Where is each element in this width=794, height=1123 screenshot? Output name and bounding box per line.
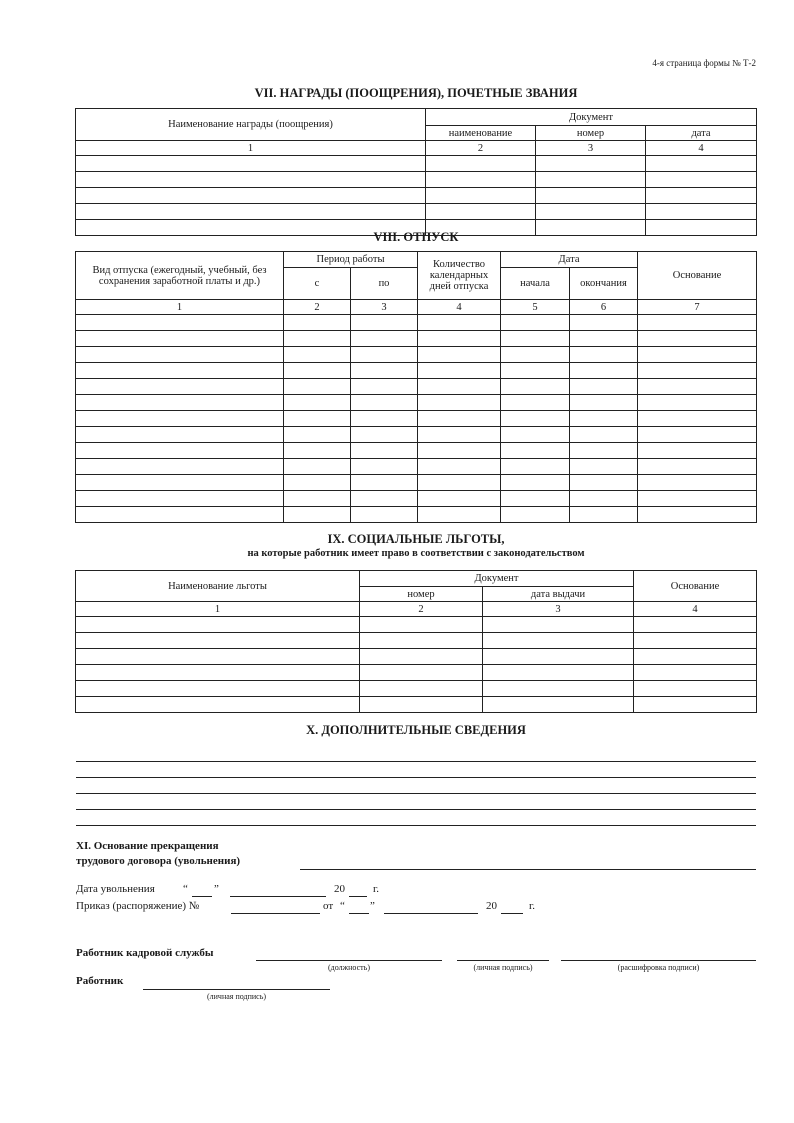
column-number: 5 bbox=[501, 300, 570, 315]
table-cell[interactable] bbox=[634, 681, 757, 697]
table-cell[interactable] bbox=[76, 665, 360, 681]
order-number-field[interactable] bbox=[231, 913, 320, 914]
table-cell[interactable] bbox=[360, 697, 483, 713]
table-cell[interactable] bbox=[360, 617, 483, 633]
table-row bbox=[76, 395, 757, 411]
table-cell[interactable] bbox=[638, 507, 757, 523]
additional-info-line[interactable] bbox=[76, 825, 756, 826]
table-cell[interactable] bbox=[418, 443, 501, 459]
dismissal-basis-line[interactable] bbox=[300, 869, 756, 870]
table-cell[interactable] bbox=[570, 379, 638, 395]
column-number: 7 bbox=[638, 300, 757, 315]
table-cell[interactable] bbox=[418, 347, 501, 363]
col-period-header: Период работы bbox=[284, 252, 418, 268]
table-cell[interactable] bbox=[570, 347, 638, 363]
benefits-table bbox=[75, 570, 757, 713]
section9-title: IX. СОЦИАЛЬНЫЕ ЛЬГОТЫ, bbox=[327, 532, 505, 546]
col-basis-header: Основание bbox=[638, 252, 757, 300]
awards-table bbox=[75, 108, 757, 236]
year-suffix: г. bbox=[373, 883, 380, 895]
column-number: 6 bbox=[570, 300, 638, 315]
section7-title: VII. НАГРАДЫ (ПООЩРЕНИЯ), ПОЧЕТНЫЕ ЗВАНИЯ bbox=[254, 86, 578, 100]
table-cell[interactable] bbox=[351, 443, 418, 459]
dismissal-year-field[interactable] bbox=[349, 896, 367, 897]
column-number: 2 bbox=[426, 141, 536, 156]
table-cell[interactable] bbox=[76, 411, 284, 427]
table-cell[interactable] bbox=[76, 315, 284, 331]
table-cell[interactable] bbox=[501, 347, 570, 363]
table-row bbox=[76, 665, 757, 681]
table-cell[interactable] bbox=[418, 475, 501, 491]
table-cell[interactable] bbox=[570, 363, 638, 379]
table-cell[interactable] bbox=[76, 395, 284, 411]
dismissal-month-field[interactable] bbox=[230, 896, 326, 897]
table-row bbox=[76, 188, 757, 204]
column-number: 1 bbox=[76, 141, 426, 156]
page-header: 4-я страница формы № Т-2 bbox=[652, 58, 756, 68]
table-cell[interactable] bbox=[570, 395, 638, 411]
table-cell[interactable] bbox=[76, 697, 360, 713]
column-number: 3 bbox=[351, 300, 418, 315]
col-start-header: начала bbox=[501, 268, 570, 300]
table-cell[interactable] bbox=[284, 379, 351, 395]
col-to-header: по bbox=[351, 268, 418, 300]
table-cell[interactable] bbox=[284, 491, 351, 507]
table-cell[interactable] bbox=[634, 697, 757, 713]
table-row bbox=[76, 507, 757, 523]
hr-worker-label: Работник кадровой службы bbox=[76, 947, 214, 959]
table-cell[interactable] bbox=[360, 665, 483, 681]
table-cell[interactable] bbox=[284, 411, 351, 427]
column-number: 2 bbox=[284, 300, 351, 315]
year-suffix: г. bbox=[529, 900, 536, 912]
table-cell[interactable] bbox=[284, 347, 351, 363]
order-day-field[interactable] bbox=[349, 913, 369, 914]
table-cell[interactable] bbox=[536, 204, 646, 220]
table-cell[interactable] bbox=[284, 315, 351, 331]
table-cell[interactable] bbox=[638, 395, 757, 411]
order-year-field[interactable] bbox=[501, 913, 523, 914]
order-month-field[interactable] bbox=[384, 913, 478, 914]
table-cell[interactable] bbox=[646, 172, 757, 188]
table-cell[interactable] bbox=[426, 172, 536, 188]
table-cell[interactable] bbox=[76, 475, 284, 491]
table-cell[interactable] bbox=[483, 697, 634, 713]
col-name-header: наименование bbox=[426, 126, 536, 141]
table-row bbox=[76, 315, 757, 331]
table-cell[interactable] bbox=[570, 491, 638, 507]
table-cell[interactable] bbox=[501, 475, 570, 491]
col-end-header: окончания bbox=[570, 268, 638, 300]
table-cell[interactable] bbox=[426, 188, 536, 204]
table-row bbox=[76, 443, 757, 459]
col-document-header: Документ bbox=[360, 571, 634, 587]
table-row bbox=[76, 347, 757, 363]
col-date-header: дата bbox=[646, 126, 757, 141]
caption-decryption: (расшифровка подписи) bbox=[617, 963, 700, 972]
table-cell[interactable] bbox=[638, 347, 757, 363]
open-quote: “ bbox=[183, 883, 188, 895]
table-row bbox=[76, 379, 757, 395]
table-cell[interactable] bbox=[351, 379, 418, 395]
table-cell[interactable] bbox=[570, 507, 638, 523]
table-row bbox=[76, 204, 757, 220]
section8-title: VIII. ОТПУСК bbox=[373, 230, 459, 244]
table-cell[interactable] bbox=[501, 507, 570, 523]
order-label: Приказ (распоряжение) № bbox=[76, 900, 200, 912]
col-award-header: Наименование награды (поощрения) bbox=[76, 109, 426, 141]
table-row bbox=[76, 331, 757, 347]
table-cell[interactable] bbox=[570, 443, 638, 459]
dismissal-date-label: Дата увольнения bbox=[76, 883, 155, 895]
table-cell[interactable] bbox=[76, 507, 284, 523]
table-cell[interactable] bbox=[351, 459, 418, 475]
table-cell[interactable] bbox=[638, 491, 757, 507]
table-cell[interactable] bbox=[536, 156, 646, 172]
table-cell[interactable] bbox=[284, 363, 351, 379]
table-cell[interactable] bbox=[638, 475, 757, 491]
caption-employee-signature: (личная подпись) bbox=[206, 992, 267, 1001]
table-cell[interactable] bbox=[638, 363, 757, 379]
table-cell[interactable] bbox=[351, 411, 418, 427]
table-cell[interactable] bbox=[418, 379, 501, 395]
table-cell[interactable] bbox=[638, 459, 757, 475]
caption-signature: (личная подпись) bbox=[473, 963, 533, 972]
year-prefix: 20 bbox=[334, 883, 345, 895]
table-cell[interactable] bbox=[284, 331, 351, 347]
table-cell[interactable] bbox=[418, 395, 501, 411]
table-cell[interactable] bbox=[76, 363, 284, 379]
table-row bbox=[76, 172, 757, 188]
table-cell[interactable] bbox=[351, 347, 418, 363]
year-prefix: 20 bbox=[486, 900, 497, 912]
table-cell[interactable] bbox=[351, 491, 418, 507]
table-cell[interactable] bbox=[418, 363, 501, 379]
column-number: 3 bbox=[536, 141, 646, 156]
table-cell[interactable] bbox=[76, 331, 284, 347]
table-cell[interactable] bbox=[418, 507, 501, 523]
column-number: 1 bbox=[76, 602, 360, 617]
table-cell[interactable] bbox=[418, 331, 501, 347]
table-cell[interactable] bbox=[76, 172, 426, 188]
table-cell[interactable] bbox=[76, 491, 284, 507]
table-cell[interactable] bbox=[501, 379, 570, 395]
table-cell[interactable] bbox=[418, 491, 501, 507]
vacation-table bbox=[75, 251, 757, 523]
table-cell[interactable] bbox=[284, 459, 351, 475]
table-cell[interactable] bbox=[483, 649, 634, 665]
table-cell[interactable] bbox=[634, 665, 757, 681]
col-type-header: Вид отпуска (ежегодный, учебный, без сохранения заработной платы и др.) bbox=[76, 252, 284, 300]
additional-info-line[interactable] bbox=[76, 777, 756, 778]
table-cell[interactable] bbox=[638, 315, 757, 331]
table-row bbox=[76, 617, 757, 633]
column-number: 1 bbox=[76, 300, 284, 315]
table-cell[interactable] bbox=[570, 315, 638, 331]
col-benefit-header: Наименование льготы bbox=[76, 571, 360, 602]
table-cell[interactable] bbox=[646, 188, 757, 204]
table-cell[interactable] bbox=[351, 507, 418, 523]
table-cell[interactable] bbox=[483, 681, 634, 697]
table-cell[interactable] bbox=[483, 617, 634, 633]
table-cell[interactable] bbox=[570, 331, 638, 347]
table-cell[interactable] bbox=[76, 204, 426, 220]
table-cell[interactable] bbox=[638, 411, 757, 427]
hr-decryption-field[interactable] bbox=[561, 960, 756, 961]
col-issue-date-header: дата выдачи bbox=[483, 587, 634, 602]
section11-title-line1: XI. Основание прекращения bbox=[76, 840, 219, 852]
table-cell[interactable] bbox=[76, 443, 284, 459]
col-days-header: Количество календарных дней отпуска bbox=[418, 252, 501, 300]
table-cell[interactable] bbox=[646, 204, 757, 220]
table-row bbox=[76, 156, 757, 172]
table-cell[interactable] bbox=[634, 617, 757, 633]
table-cell[interactable] bbox=[536, 188, 646, 204]
table-cell[interactable] bbox=[351, 475, 418, 491]
table-row bbox=[76, 681, 757, 697]
table-cell[interactable] bbox=[418, 459, 501, 475]
dismissal-day-field[interactable] bbox=[192, 896, 212, 897]
col-number-header: номер bbox=[360, 587, 483, 602]
table-cell[interactable] bbox=[570, 459, 638, 475]
additional-info-line[interactable] bbox=[76, 761, 756, 762]
table-row bbox=[76, 697, 757, 713]
table-cell[interactable] bbox=[570, 411, 638, 427]
table-cell[interactable] bbox=[351, 363, 418, 379]
column-number: 2 bbox=[360, 602, 483, 617]
section10-title: X. ДОПОЛНИТЕЛЬНЫЕ СВЕДЕНИЯ bbox=[306, 723, 526, 737]
table-cell[interactable] bbox=[418, 427, 501, 443]
table-row bbox=[76, 649, 757, 665]
table-cell[interactable] bbox=[76, 379, 284, 395]
column-number: 4 bbox=[418, 300, 501, 315]
employee-label: Работник bbox=[76, 975, 124, 987]
table-cell[interactable] bbox=[351, 315, 418, 331]
table-cell[interactable] bbox=[570, 427, 638, 443]
column-number: 3 bbox=[483, 602, 634, 617]
hr-signature-field[interactable] bbox=[457, 960, 549, 961]
table-cell[interactable] bbox=[634, 649, 757, 665]
hr-position-field[interactable] bbox=[256, 960, 442, 961]
open-quote: “ bbox=[340, 900, 345, 912]
table-cell[interactable] bbox=[501, 459, 570, 475]
table-cell[interactable] bbox=[570, 475, 638, 491]
table-cell[interactable] bbox=[501, 427, 570, 443]
table-cell[interactable] bbox=[76, 427, 284, 443]
table-cell[interactable] bbox=[284, 507, 351, 523]
table-cell[interactable] bbox=[638, 331, 757, 347]
table-cell[interactable] bbox=[360, 681, 483, 697]
section9-subtitle: на которые работник имеет право в соответствии с законодательством bbox=[247, 548, 585, 559]
col-number-header: номер bbox=[536, 126, 646, 141]
table-cell[interactable] bbox=[536, 172, 646, 188]
column-number: 4 bbox=[646, 141, 757, 156]
table-cell[interactable] bbox=[76, 681, 360, 697]
table-cell[interactable] bbox=[501, 491, 570, 507]
table-cell[interactable] bbox=[76, 188, 426, 204]
table-cell[interactable] bbox=[501, 331, 570, 347]
table-cell[interactable] bbox=[284, 427, 351, 443]
table-cell[interactable] bbox=[351, 331, 418, 347]
table-cell[interactable] bbox=[76, 156, 426, 172]
table-cell[interactable] bbox=[76, 649, 360, 665]
table-cell[interactable] bbox=[501, 443, 570, 459]
table-cell[interactable] bbox=[418, 411, 501, 427]
table-cell[interactable] bbox=[284, 475, 351, 491]
column-number: 4 bbox=[634, 602, 757, 617]
table-cell[interactable] bbox=[76, 633, 360, 649]
close-quote: ” bbox=[214, 883, 219, 895]
table-cell[interactable] bbox=[501, 411, 570, 427]
col-date-header: Дата bbox=[501, 252, 638, 268]
employee-signature-field[interactable] bbox=[143, 989, 330, 990]
benefits-rows[interactable] bbox=[76, 617, 757, 713]
table-cell[interactable] bbox=[426, 156, 536, 172]
section11-title-line2: трудового договора (увольнения) bbox=[76, 855, 241, 867]
table-row bbox=[76, 363, 757, 379]
table-cell[interactable] bbox=[360, 649, 483, 665]
close-quote: ” bbox=[370, 900, 375, 912]
caption-position: (должность) bbox=[328, 963, 370, 972]
col-basis-header: Основание bbox=[634, 571, 757, 602]
table-cell[interactable] bbox=[638, 427, 757, 443]
col-document-header: Документ bbox=[426, 109, 757, 126]
table-cell[interactable] bbox=[501, 315, 570, 331]
vacation-rows[interactable] bbox=[76, 315, 757, 523]
table-cell[interactable] bbox=[76, 617, 360, 633]
table-cell[interactable] bbox=[284, 443, 351, 459]
table-row bbox=[76, 491, 757, 507]
table-cell[interactable] bbox=[418, 315, 501, 331]
table-cell[interactable] bbox=[638, 379, 757, 395]
table-cell[interactable] bbox=[351, 395, 418, 411]
table-cell[interactable] bbox=[501, 363, 570, 379]
table-row bbox=[76, 475, 757, 491]
table-cell[interactable] bbox=[483, 665, 634, 681]
from-label: от bbox=[323, 900, 334, 912]
table-cell[interactable] bbox=[483, 633, 634, 649]
table-row bbox=[76, 427, 757, 443]
table-cell[interactable] bbox=[76, 459, 284, 475]
col-from-header: с bbox=[284, 268, 351, 300]
table-cell[interactable] bbox=[638, 443, 757, 459]
awards-rows[interactable] bbox=[76, 156, 757, 236]
table-row bbox=[76, 459, 757, 475]
table-row bbox=[76, 411, 757, 427]
table-cell[interactable] bbox=[634, 633, 757, 649]
table-row bbox=[76, 633, 757, 649]
additional-info-line[interactable] bbox=[76, 809, 756, 810]
table-cell[interactable] bbox=[426, 204, 536, 220]
table-cell[interactable] bbox=[501, 395, 570, 411]
table-cell[interactable] bbox=[360, 633, 483, 649]
table-cell[interactable] bbox=[646, 156, 757, 172]
table-cell[interactable] bbox=[351, 427, 418, 443]
table-cell[interactable] bbox=[76, 347, 284, 363]
additional-info-line[interactable] bbox=[76, 793, 756, 794]
table-cell[interactable] bbox=[284, 395, 351, 411]
